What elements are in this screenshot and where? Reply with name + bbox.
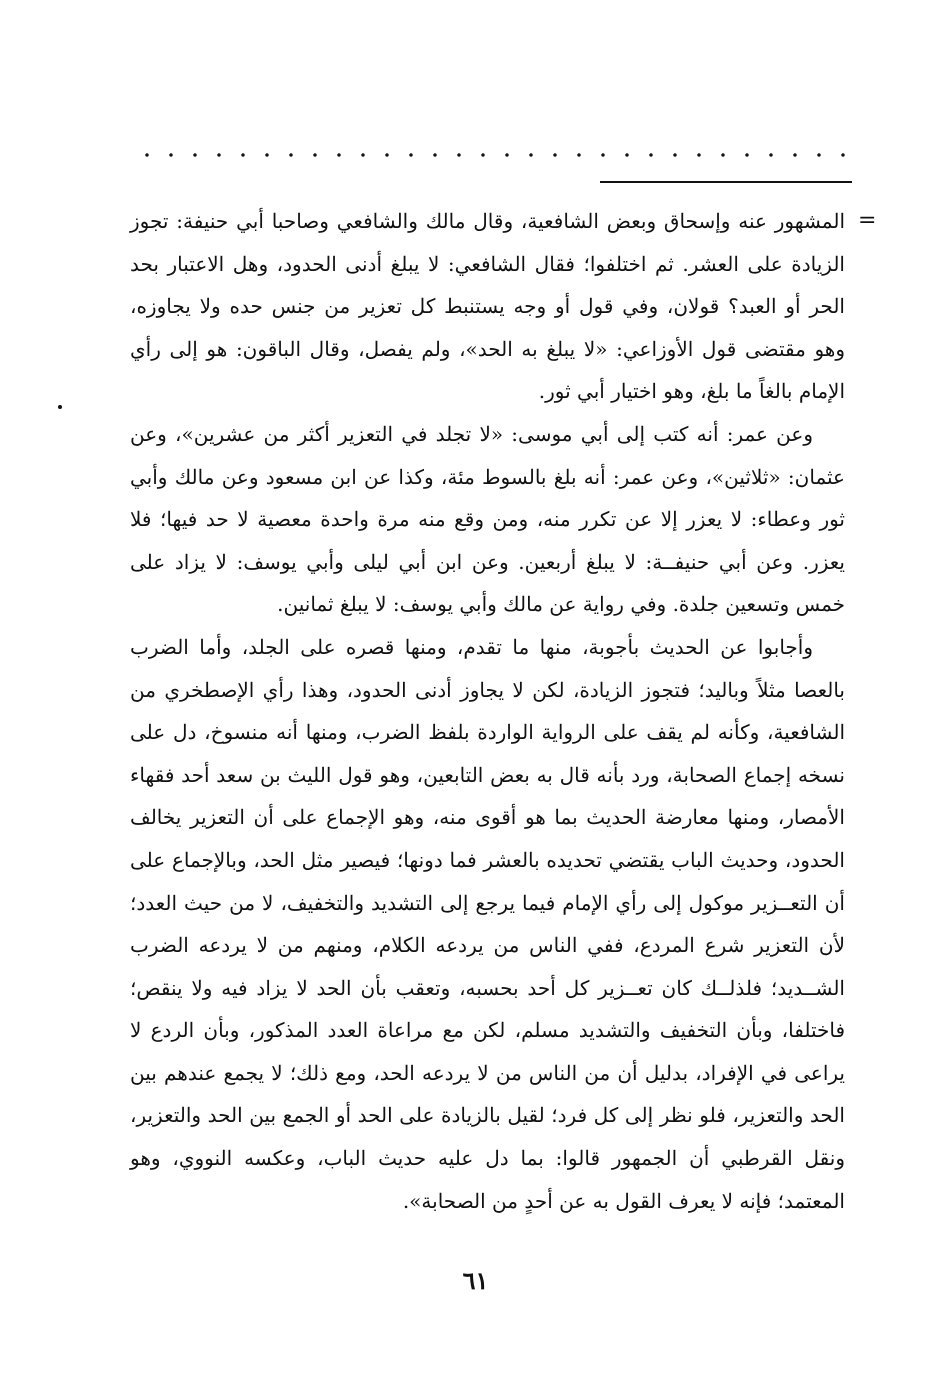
page-number: ٦١	[462, 1266, 489, 1295]
footnote-paragraph-2: وعن عمر: أنه كتب إلى أبي موسى: «لا تجلد في التعزير أكثر من عشرين»، وعن عثمان: «ثلاثين»، وعن عمر: أنه بلغ بالسوط مئة، وكذا عن ابن مسعود وعن مالك وأبي ثور وعطاء: لا يعزر إلا عن تكرر منه، ومن وقع منه مرة واحدة معصية لا حد فيها؛ فلا يعزر. وعن أبي حنيفــة: لا يبلغ أربعين. وعن ابن أبي ليلى وأبي يوسف: لا يزاد على خمس وتسعين جلدة. وفي رواية عن مالك وأبي يوسف: لا يبلغ ثمانين.	[130, 421, 845, 617]
footnote-paragraph-1: المشهور عنه وإسحاق وبعض الشافعية، وقال مالك والشافعي وصاحبا أبي حنيفة: تجوز الزيادة على العشر. ثم اختلفوا؛ فقال الشافعي: لا يبلغ أدنى الحدود، وهل الاعتبار بحد الحر أو العبد؟ قولان، وفي قول أو وجه يستنبط كل تعزير من جنس حده ولا يجاوزه، وهو مقتضى قول الأوزاعي: «لا يبلغ به الحد»، ولم يفصل، وقال الباقون: هو إلى رأي الإمام بالغاً ما بلغ، وهو اختيار أبي ثور.	[130, 209, 845, 404]
footnote-paragraph-3: وأجابوا عن الحديث بأجوبة، منها ما تقدم، ومنها قصره على الجلد، وأما الضرب بالعصا مثلاً وباليد؛ فتجوز الزيادة، لكن لا يجاوز أدنى الحدود، وهذا رأي الإصطخري من الشافعية، وكأنه لم يقف على الرواية الواردة بلفظ الضرب، ومنها أنه منسوخ، دل على نسخه إجماع الصحابة، ورد بأنه قال به بعض التابعين، وهو قول الليث بن سعد أحد فقهاء الأمصار، ومنها معارضة الحديث بما هو أقوى منه، وهو الإجماع على أن التعزير يخالف الحدود، وحديث الباب يقتضي تحديده بالعشر فما دونها؛ فيصير مثل الحد، وبالإجماع على أن التعــزير موكول إلى رأي الإمام فيما يرجع إلى التشديد والتخفيف، لا من حيث العدد؛ لأن التعزير شرع المردع، ففي الناس من يردعه الكلام، ومنهم من لا يردعه الضرب الشــديد؛ فلذلــك كان تعــزير كل أحد بحسبه، وتعقب بأن الحد لا يزاد فيه ولا ينقص؛ فاختلفا، وبأن التخفيف والتشديد مسلم، لكن مع مراعاة العدد المذكور، وبأن الردع لا يراعى في الإفراد، بدليل أن من الناس من لا يردعه الحد، ومع ذلك؛ لا يجمع عندهم بين الحد والتعزير، فلو نظر إلى كل فرد؛ لقيل بالزيادة على الحد أو الجمع بين الحد والتعزير، ونقل القرطبي أن الجمهور قالوا: بما دل عليه حديث الباب، وعكسه النووي، وهو المعتمد؛ فإنه لا يعرف القول به عن أحدٍ من الصحابة».	[130, 634, 845, 1213]
dotted-separator	[135, 150, 855, 160]
footnote-continuation-mark: =	[858, 208, 877, 233]
footnote-rule	[600, 181, 852, 183]
footnote-text	[130, 200, 845, 1222]
margin-speck	[58, 405, 62, 409]
